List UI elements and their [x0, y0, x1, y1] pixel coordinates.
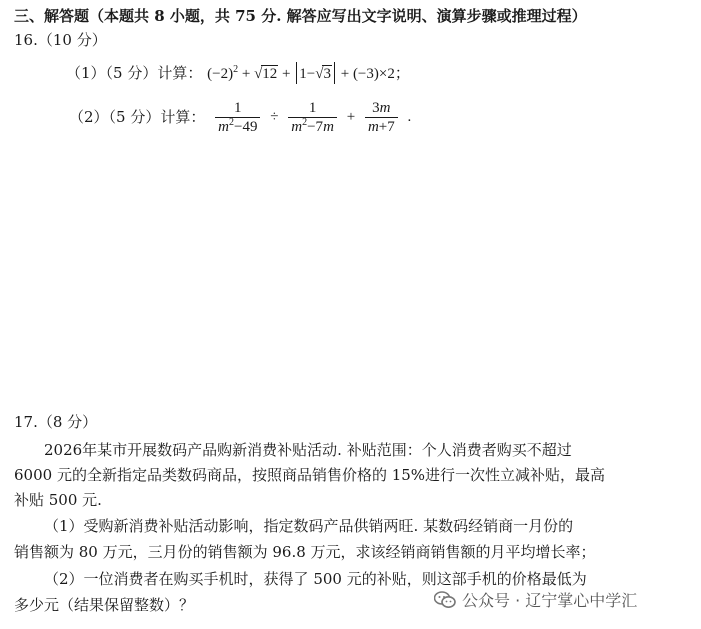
fraction-2: $\frac{1}{m^2-7m}$ — [288, 99, 337, 136]
section-title: 三、解答题 — [14, 7, 90, 25]
q16-part1 — [66, 62, 410, 84]
wechat-icon — [434, 591, 456, 609]
fraction-3: $\frac{3m}{m+7}$ — [365, 99, 398, 136]
abs-bar-right — [334, 62, 335, 84]
watermark — [434, 588, 637, 611]
section-heading — [14, 6, 587, 26]
q17-part2-line2: 多少元（结果保留整数）？ — [14, 596, 195, 614]
watermark-text: 公众号 · 辽宁掌心中学汇 — [462, 591, 638, 610]
sqrt-sign: √ — [315, 66, 324, 82]
q17-part1-line2: 销售额为 80 万元，三月份的销售额为 96.8 万元，求该经销商销售额的月平均增长率； — [14, 543, 596, 561]
q17-header: 17.（8 分） — [14, 413, 98, 431]
q17-part2-line1: （2）一位消费者在购买手机时，获得了 500 元的补贴，则这部手机的价格最低为 — [44, 570, 587, 588]
section-note: （本题共 8 小题，共 75 分. 解答应写出文字说明、演算步骤或推理过程） — [89, 7, 587, 25]
fraction-1: $\frac{1}{m^2-49}$ — [215, 99, 260, 136]
q16-part2: （2）（5 分）计算： $\frac{1}{m^2-49}$ ÷ $\frac{1}{m^2-7m}$ + $\frac{3m}{m+7}$ . — [66, 96, 414, 137]
q17-para1-line1: 2026年某市开展数码产品购新消费补贴活动. 补贴范围：个人消费者购买不超过 — [44, 441, 572, 459]
q16-part1-label: （1）（5 分）计算： — [66, 64, 203, 82]
abs-bar-left — [296, 62, 297, 84]
q17-para1-line3: 补贴 500 元. — [14, 491, 102, 509]
q17-para1-line2: 6000 元的全新指定品类数码商品，按照商品销售价格的 15%进行一次性立减补贴，最高 — [14, 466, 606, 484]
q16-part2-label: （2）（5 分）计算： — [69, 108, 206, 126]
q17-part1-line1: （1）受购新消费补贴活动影响，指定数码产品供销两旺. 某数码经销商一月份的 — [44, 517, 574, 535]
q16-header: 16.（10 分） — [14, 31, 107, 49]
sqrt-sign: √ — [254, 66, 263, 82]
q16-part1-expression: $(-2)^2 + √12 + 1-√3 + (-3)\times 2$； — [207, 64, 410, 82]
